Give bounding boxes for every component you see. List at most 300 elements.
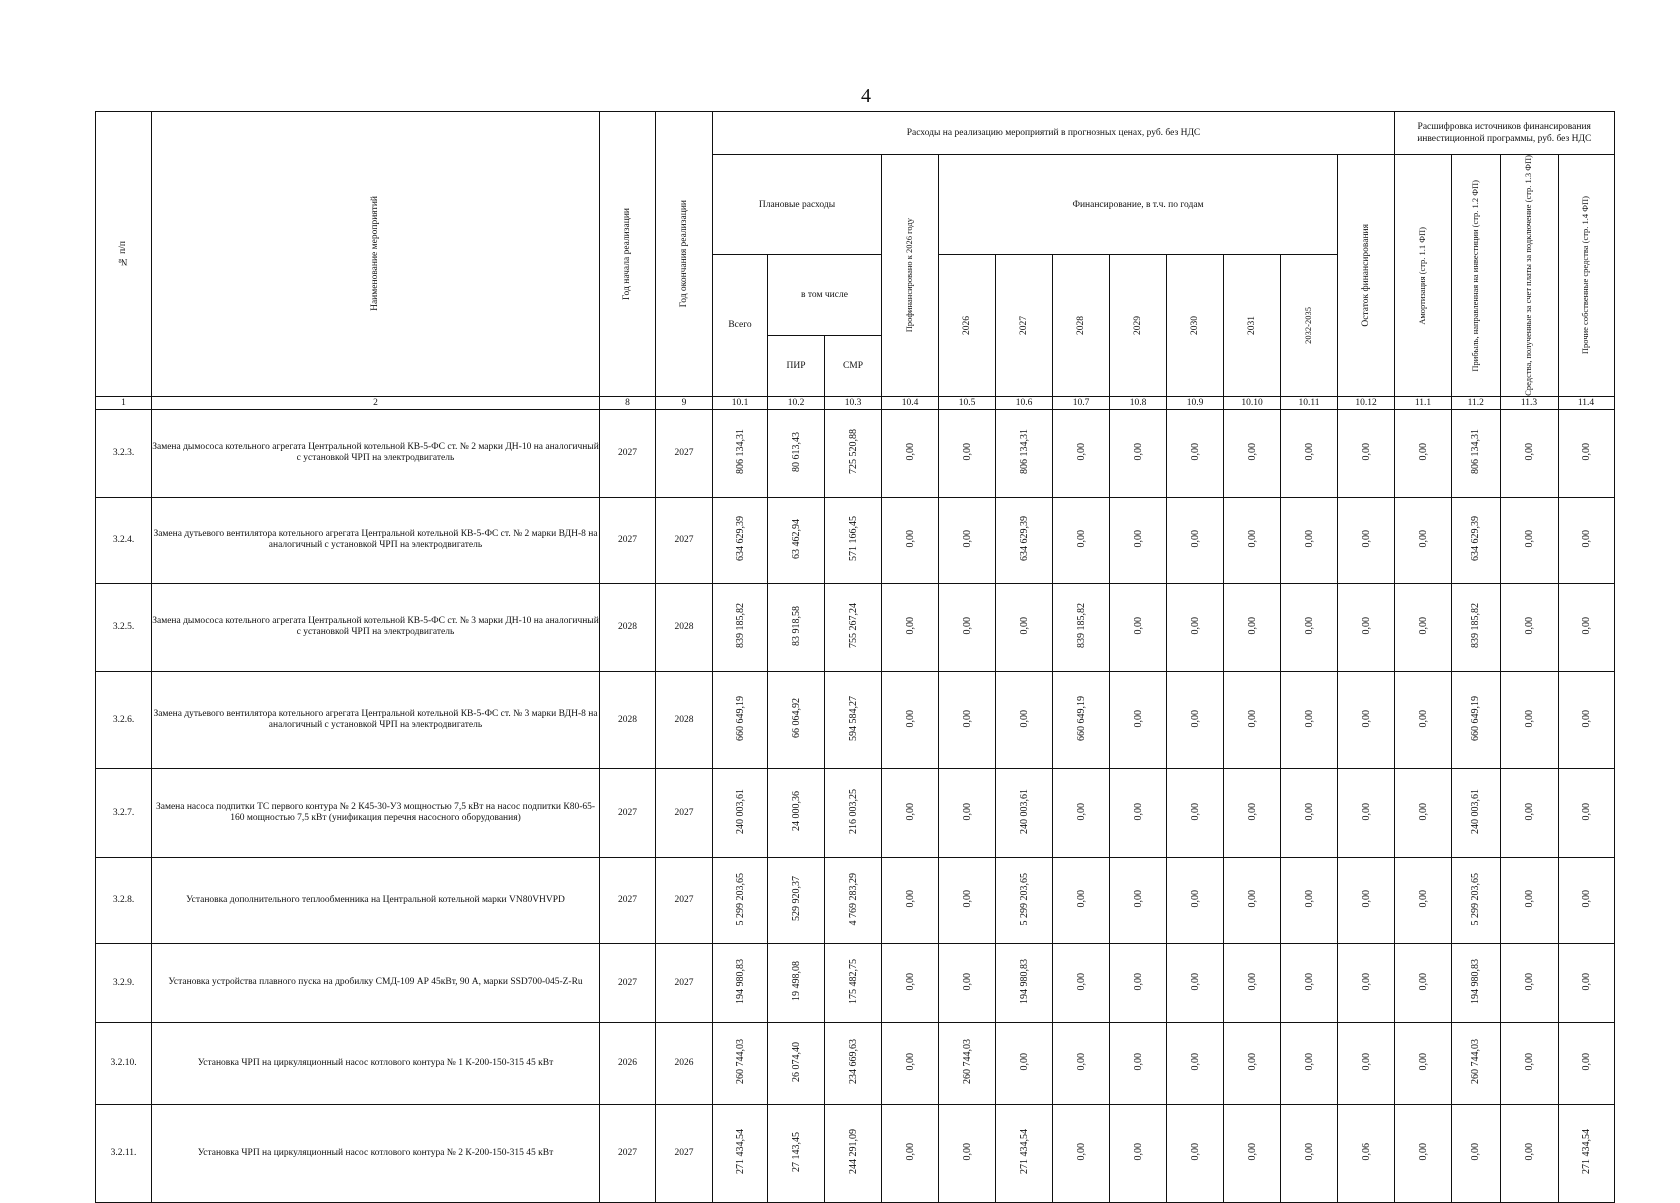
column-number: 10.8 [1110,396,1167,409]
amount-cell [825,1022,882,1104]
amount-cell [996,857,1053,943]
row-number: 3.2.7. [96,768,152,857]
amount-cell [768,1104,825,1202]
amount-cell [1500,497,1558,583]
amount-cell [1500,943,1558,1022]
amount-value: 0,00 [1018,709,1030,728]
header-year-2026: 2026 [939,255,996,397]
amount-cell [825,497,882,583]
column-number: 11.1 [1395,396,1452,409]
amount-value: 0,00 [1580,530,1592,548]
amount-cell [1053,943,1110,1022]
table-row [96,768,1615,857]
column-number: 1 [96,396,152,409]
measure-name: Замена дымососа котельного агрегата Центральной котельной КВ-5-ФС ст. № 2 марки ДН-10 на аналогичный с установкой ЧРП на электродвигатель [152,409,600,497]
amount-cell [1452,857,1501,943]
page-number: 4 [861,85,871,107]
amount-cell [1281,583,1338,671]
amount-cell [1338,409,1395,497]
table-row [96,497,1615,583]
amount-cell [1395,857,1452,943]
amount-value: 240 003,61 [1470,788,1482,834]
amount-value: 0,00 [1132,890,1144,908]
amount-cell [1395,671,1452,768]
amount-value: 0,00 [1075,890,1087,908]
amount-cell [1110,1104,1167,1202]
amount-cell [1053,409,1110,497]
start-year: 2026 [600,1022,656,1104]
amount-value: 0,00 [1523,1053,1535,1071]
column-number: 2 [152,396,600,409]
amount-cell [768,671,825,768]
measure-name: Замена дутьевого вентилятора котельного агрегата Центральной котельной КВ-5-ФС ст. № 2 марки ВДН-8 на аналогичный с установкой ЧРП на электродвигатель [152,497,600,583]
amount-cell [882,943,939,1022]
amount-value: 260 744,03 [961,1039,973,1085]
amount-cell [1452,768,1501,857]
amount-value: 0,00 [1075,1143,1087,1161]
amount-cell [1500,768,1558,857]
amount-value: 271 434,54 [734,1129,746,1175]
column-number: 11.4 [1558,396,1614,409]
column-number: 11.3 [1500,396,1558,409]
amount-value: 260 744,03 [734,1039,746,1085]
column-number: 10.1 [713,396,768,409]
amount-cell [1395,1022,1452,1104]
amount-cell [1053,671,1110,768]
amount-cell [1167,583,1224,671]
amount-value: 634 629,39 [1470,516,1482,562]
amount-value: 0,00 [1189,709,1201,728]
amount-cell [1224,1022,1281,1104]
amount-cell [1558,943,1614,1022]
amount-value: 0,00 [904,709,916,728]
amount-cell [1500,583,1558,671]
column-number: 10.10 [1224,396,1281,409]
end-year: 2027 [656,1104,713,1202]
amount-value: 260 744,03 [1470,1039,1482,1085]
amount-cell [939,409,996,497]
measure-name: Замена дымососа котельного агрегата Центральной котельной КВ-5-ФС ст. № 3 марки ДН-10 на аналогичный с установкой ЧРП на электродвигатель [152,583,600,671]
amount-value: 0,00 [1075,1053,1087,1071]
end-year: 2027 [656,497,713,583]
amount-cell [1053,768,1110,857]
amount-cell [1558,1022,1614,1104]
amount-cell [1224,497,1281,583]
amount-cell [1395,497,1452,583]
amount-value: 0,00 [1360,530,1372,548]
amount-cell [1338,768,1395,857]
amount-value: 725 520,88 [847,429,859,475]
amount-value: 0,00 [1360,617,1372,635]
amount-cell [1110,409,1167,497]
amount-value: 26 074,40 [790,1041,802,1082]
start-year: 2027 [600,943,656,1022]
amount-cell [713,671,768,768]
amount-value: 0,00 [1580,890,1592,908]
amount-cell [1500,1104,1558,1202]
amount-value: 0,00 [1018,617,1030,635]
amount-cell [713,583,768,671]
amount-cell [768,943,825,1022]
amount-value: 0,00 [1417,972,1429,991]
amount-value: 271 434,54 [1018,1129,1030,1175]
amount-cell [1224,671,1281,768]
amount-cell [768,768,825,857]
amount-cell [1281,857,1338,943]
amount-cell [882,583,939,671]
amount-value: 0,00 [1303,1053,1315,1071]
row-number: 3.2.6. [96,671,152,768]
amount-value: 634 629,39 [734,516,746,562]
measure-name: Установка ЧРП на циркуляционный насос котлового контура № 1 К-200-150-315 45 кВт [152,1022,600,1104]
amount-value: 27 143,45 [790,1131,802,1172]
header-total: Всего [713,255,768,397]
amount-cell [1281,671,1338,768]
amount-value: 194 980,83 [1018,958,1030,1004]
amount-value: 0,00 [1417,709,1429,728]
amount-value: 0,00 [1246,617,1258,635]
amount-value: 194 980,83 [1470,958,1482,1004]
amount-cell [768,857,825,943]
amount-value: 24 000,36 [790,791,802,832]
amount-value: 0,00 [1417,1053,1429,1071]
header-year-2032-2035: 2032-2035 [1281,255,1338,397]
amount-value: 0,00 [1132,443,1144,461]
amount-cell [1167,1022,1224,1104]
amount-cell [1452,583,1501,671]
amount-cell [1395,1104,1452,1202]
amount-cell [1338,583,1395,671]
amount-cell [1053,1022,1110,1104]
column-number: 10.9 [1167,396,1224,409]
amount-cell [1053,1104,1110,1202]
column-number: 10.11 [1281,396,1338,409]
column-number: 10.6 [996,396,1053,409]
table-row [96,671,1615,768]
amount-value: 806 134,31 [734,429,746,475]
amount-value: 0,00 [1360,709,1372,728]
amount-value: 0,00 [1360,972,1372,991]
amount-value: 0,00 [1580,972,1592,991]
amount-value: 839 185,82 [1470,603,1482,649]
header-financing-group: Финансирование, в т.ч. по годам [939,155,1338,255]
amount-cell [939,497,996,583]
header-start-year: Год начала реализации [600,112,656,397]
amount-cell [1224,583,1281,671]
amount-value: 0,00 [1303,1143,1315,1161]
table-row [96,1104,1615,1202]
amount-cell [882,1104,939,1202]
amount-value: 0,00 [1189,890,1201,908]
amount-value: 839 185,82 [1075,603,1087,649]
row-number: 3.2.11. [96,1104,152,1202]
start-year: 2028 [600,671,656,768]
amount-cell [1167,409,1224,497]
row-number: 3.2.10. [96,1022,152,1104]
amount-cell [825,1104,882,1202]
amount-value: 0,00 [1189,617,1201,635]
amount-cell [1110,583,1167,671]
amount-value: 244 291,09 [847,1129,859,1175]
amount-cell [1338,857,1395,943]
amount-cell [939,943,996,1022]
amount-cell [1558,497,1614,583]
amount-value: 0,00 [1303,709,1315,728]
amount-cell [713,1022,768,1104]
amount-cell [1452,671,1501,768]
amount-cell [1395,768,1452,857]
amount-cell [882,1022,939,1104]
amount-value: 0,00 [904,617,916,635]
amount-cell [882,768,939,857]
end-year: 2027 [656,409,713,497]
amount-cell [882,857,939,943]
amount-value: 0,00 [1246,972,1258,991]
amount-value: 0,00 [1417,530,1429,548]
amount-cell [1110,671,1167,768]
end-year: 2027 [656,768,713,857]
amount-cell [713,857,768,943]
amount-cell [882,409,939,497]
amount-value: 806 134,31 [1470,429,1482,475]
amount-cell [996,1104,1053,1202]
amount-cell [996,409,1053,497]
amount-cell [1224,1104,1281,1202]
investment-table [95,111,1615,1203]
column-number: 10.4 [882,396,939,409]
amount-cell [1395,409,1452,497]
amount-cell [1110,943,1167,1022]
amount-value: 5 299 203,65 [734,872,746,926]
amount-cell [939,583,996,671]
measure-name: Замена дутьевого вентилятора котельного агрегата Центральной котельной КВ-5-ФС ст. № 3 марки ВДН-8 на аналогичный с установкой ЧРП на электродвигатель [152,671,600,768]
amount-value: 0,00 [1303,890,1315,908]
amount-value: 0,00 [1580,617,1592,635]
amount-cell [1167,497,1224,583]
amount-cell [1167,671,1224,768]
amount-value: 839 185,82 [734,603,746,649]
table-row [96,409,1615,497]
amount-cell [825,671,882,768]
column-number: 11.2 [1452,396,1501,409]
amount-cell [1167,1104,1224,1202]
measure-name: Установка дополнительного теплообменника на Центральной котельной марки VN80VHVPD [152,857,600,943]
column-number: 10.3 [825,396,882,409]
start-year: 2027 [600,409,656,497]
amount-cell [825,409,882,497]
amount-cell [1281,943,1338,1022]
row-number: 3.2.5. [96,583,152,671]
amount-value: 594 584,27 [847,695,859,741]
amount-cell [713,768,768,857]
header-name: Наименование мероприятий [152,112,600,397]
amount-cell [1167,857,1224,943]
amount-value: 0,00 [1189,1143,1201,1161]
amount-cell [1053,497,1110,583]
header-amort: Амортизация (стр. 1.1 ФП) [1395,155,1452,397]
amount-cell [1338,1022,1395,1104]
amount-cell [1452,1022,1501,1104]
column-number: 10.2 [768,396,825,409]
amount-value: 0,00 [1303,617,1315,635]
amount-value: 240 003,61 [734,788,746,834]
amount-value: 0,00 [1189,530,1201,548]
amount-cell [1558,768,1614,857]
amount-value: 0,00 [1189,972,1201,991]
amount-value: 80 613,43 [790,431,802,472]
amount-cell [1500,671,1558,768]
end-year: 2028 [656,583,713,671]
amount-value: 0,00 [1360,1053,1372,1071]
amount-value: 0,00 [1523,443,1535,461]
amount-value: 0,00 [1523,890,1535,908]
table-row [96,1022,1615,1104]
amount-value: 194 980,83 [734,958,746,1004]
start-year: 2027 [600,1104,656,1202]
amount-value: 0,00 [1523,802,1535,821]
amount-value: 63 462,94 [790,518,802,559]
amount-value: 0,00 [1246,1053,1258,1071]
amount-cell [1500,857,1558,943]
amount-value: 0,00 [1417,890,1429,908]
amount-cell [1167,768,1224,857]
amount-cell [825,943,882,1022]
amount-cell [1110,857,1167,943]
amount-cell [768,583,825,671]
amount-value: 0,00 [1417,802,1429,821]
amount-value: 0,00 [1132,530,1144,548]
amount-value: 0,00 [1075,972,1087,991]
amount-cell [996,583,1053,671]
amount-cell [1338,497,1395,583]
amount-value: 0,00 [1132,709,1144,728]
amount-cell [825,857,882,943]
amount-cell [996,671,1053,768]
header-sources-group: Расшифровка источников финансирования инвестиционной программы, руб. без НДС [1395,112,1615,155]
amount-value: 271 434,54 [1580,1129,1592,1175]
amount-value: 0,00 [904,1053,916,1071]
amount-value: 660 649,19 [1470,695,1482,741]
amount-cell [1558,583,1614,671]
amount-cell [1110,497,1167,583]
amount-value: 0,00 [1580,802,1592,821]
amount-value: 0,00 [961,802,973,821]
amount-cell [713,1104,768,1202]
amount-value: 0,00 [1132,617,1144,635]
amount-value: 0,00 [1360,802,1372,821]
start-year: 2027 [600,497,656,583]
amount-value: 0,00 [1580,1053,1592,1071]
amount-cell [825,583,882,671]
amount-value: 0,00 [1246,890,1258,908]
amount-value: 234 669,63 [847,1039,859,1085]
end-year: 2026 [656,1022,713,1104]
amount-value: 0,00 [1417,1143,1429,1161]
amount-cell [768,1022,825,1104]
amount-value: 0,00 [904,443,916,461]
amount-cell [1452,1104,1501,1202]
column-number-row [96,396,1615,409]
amount-cell [713,409,768,497]
start-year: 2027 [600,857,656,943]
header-other: Прочие собственные средства (стр. 1.4 ФП) [1558,155,1614,397]
amount-value: 0,00 [904,802,916,821]
amount-cell [1395,943,1452,1022]
column-number: 10.7 [1053,396,1110,409]
header-smr: СМР [825,335,882,396]
table-row [96,857,1615,943]
end-year: 2027 [656,943,713,1022]
amount-cell [939,857,996,943]
amount-cell [996,943,1053,1022]
amount-cell [1281,768,1338,857]
amount-value: 0,00 [961,1143,973,1161]
table-row [96,583,1615,671]
amount-value: 66 064,92 [790,698,802,739]
amount-cell [882,497,939,583]
amount-value: 0,00 [1075,443,1087,461]
column-number: 8 [600,396,656,409]
amount-value: 0,00 [1303,972,1315,991]
amount-value: 529 920,37 [790,876,802,922]
amount-value: 0,00 [1189,802,1201,821]
amount-cell [1558,671,1614,768]
amount-value: 0,00 [1303,443,1315,461]
amount-value: 0,00 [961,530,973,548]
amount-value: 0,00 [1470,1143,1482,1161]
amount-value: 0,00 [961,443,973,461]
amount-cell [939,671,996,768]
amount-value: 0,00 [1075,802,1087,821]
amount-value: 0,00 [1360,890,1372,908]
column-number: 10.5 [939,396,996,409]
header-year-2029: 2029 [1110,255,1167,397]
start-year: 2027 [600,768,656,857]
start-year: 2028 [600,583,656,671]
amount-cell [1224,943,1281,1022]
amount-cell [939,768,996,857]
amount-cell [768,409,825,497]
amount-value: 660 649,19 [734,695,746,741]
amount-value: 0,06 [1360,1143,1372,1161]
header-year-2030: 2030 [1167,255,1224,397]
amount-cell [1395,583,1452,671]
header-planned-group: Плановые расходы [713,155,882,255]
amount-value: 0,00 [1246,1143,1258,1161]
amount-cell [1558,409,1614,497]
amount-cell [996,768,1053,857]
amount-value: 0,00 [1132,802,1144,821]
amount-value: 0,00 [1523,709,1535,728]
amount-cell [1281,497,1338,583]
amount-value: 5 299 203,65 [1018,872,1030,926]
column-number: 9 [656,396,713,409]
amount-cell [825,768,882,857]
amount-value: 0,00 [1189,1053,1201,1071]
amount-value: 0,00 [1523,1143,1535,1161]
amount-value: 0,00 [904,1143,916,1161]
measure-name: Установка ЧРП на циркуляционный насос котлового контура № 2 К-200-150-315 45 кВт [152,1104,600,1202]
amount-cell [939,1022,996,1104]
amount-cell [1053,583,1110,671]
amount-value: 0,00 [1360,443,1372,461]
header-num: № п/п [96,112,152,397]
amount-cell [1500,409,1558,497]
amount-cell [1110,768,1167,857]
amount-value: 0,00 [1303,530,1315,548]
amount-value: 0,00 [961,709,973,728]
amount-cell [1053,857,1110,943]
